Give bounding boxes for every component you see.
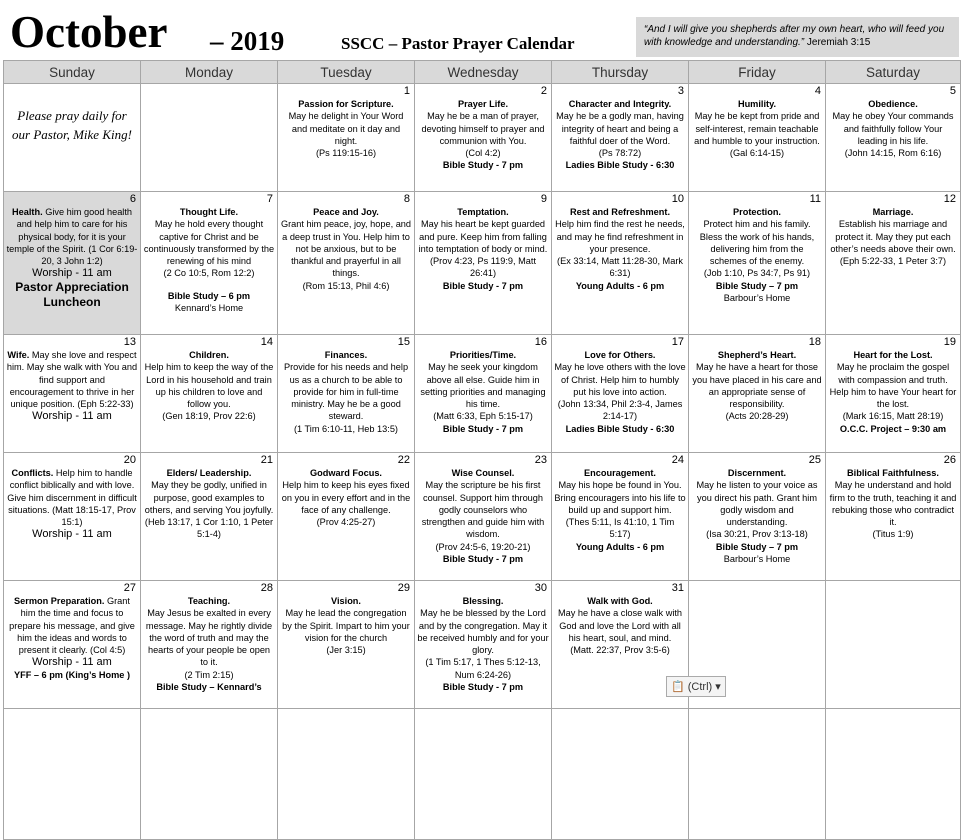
scripture-ref: (Col 4:5)	[90, 645, 126, 656]
prayer-topic: Heart for the Lost.	[853, 350, 933, 360]
prayer-text: May his hope be found in You. Bring encouragers into his life to build up and support him.	[554, 480, 686, 515]
event-text: Bible Study - 7 pm	[442, 554, 524, 565]
prayer-text: May he lead the congregation by the Spirit. Impart to him your vision for the church	[282, 608, 410, 643]
day-cell-17	[552, 335, 689, 453]
day-number: 24	[671, 454, 684, 466]
prayer-topic: Finances.	[324, 350, 368, 360]
day-content	[826, 84, 960, 159]
prayer-topic: Love for Others.	[584, 350, 656, 360]
prayer-text: Establish his marriage and protect it. May they put each other’s needs above their own.	[830, 219, 956, 254]
scripture-ref: (2 Tim 2:15)	[184, 669, 234, 680]
weekday-sunday: Sunday	[4, 61, 141, 84]
day-content	[826, 453, 960, 541]
day-number: 22	[397, 454, 410, 466]
day-cell-18	[689, 335, 826, 453]
prayer-topic: Elders/ Leadership.	[166, 468, 252, 478]
scripture-ref: (Thes 5:11, Is 41:10, 1 Tim 5:17)	[565, 517, 675, 540]
weekday-friday: Friday	[689, 61, 826, 84]
scripture-ref: (1 Cor 6:19-20, 3 John 1:2)	[41, 243, 138, 267]
prayer-text: May he love others with the love of Christ. Help him to humbly put his love into action.	[554, 362, 686, 397]
scripture-ref: (John 14:15, Rom 6:16)	[844, 148, 942, 159]
scripture-ref: (Job 1:10, Ps 34:7, Ps 91)	[703, 268, 811, 279]
day-content	[552, 192, 688, 292]
worship-time: Worship - 11 am	[32, 410, 112, 423]
week-row	[4, 192, 961, 335]
prayer-topic: Biblical Faithfulness.	[847, 468, 939, 478]
day-cell-2	[415, 84, 552, 192]
year-title: – 2019	[210, 26, 285, 56]
prayer-topic: Peace and Joy.	[313, 207, 379, 217]
prayer-topic: Shepherd’s Heart.	[717, 350, 797, 360]
day-content	[826, 335, 960, 435]
day-number: 10	[671, 193, 684, 205]
prayer-topic: Character and Integrity.	[568, 99, 672, 109]
event-location: Kennard’s Home	[174, 303, 244, 314]
prayer-topic: Thought Life.	[179, 207, 239, 217]
quote-text: “And I will give you shepherds after my own heart, who will feed you with knowledge and understanding.”	[644, 24, 945, 48]
prayer-text: Grant him the time and focus to prepare his message, and give him the ideas and words to present it clearly.	[9, 596, 135, 656]
day-cell-30	[415, 581, 552, 709]
day-cell-5	[826, 84, 961, 192]
event-text: Ladies Bible Study - 6:30	[565, 160, 675, 171]
day-content	[4, 192, 140, 310]
day-content	[689, 192, 825, 304]
prayer-topic: Humility.	[737, 99, 777, 109]
day-number: 13	[123, 336, 136, 348]
day-number: 30	[534, 582, 547, 594]
prayer-topic: Rest and Refreshment.	[569, 207, 671, 217]
prayer-topic: Blessing.	[462, 596, 504, 606]
prayer-topic: Marriage.	[872, 207, 914, 217]
day-cell-12	[826, 192, 961, 335]
scripture-ref: (Eph 5:22-33, 1 Peter 3:7)	[839, 256, 947, 267]
prayer-text: May he have a heart for those you have placed in his care and an appropriate sense of responsibility.	[692, 362, 822, 410]
scripture-ref: (2 Co 10:5, Rom 12:2)	[163, 268, 255, 279]
event-text: YFF – 6 pm (King’s Home )	[13, 669, 131, 680]
day-cell-4	[689, 84, 826, 192]
day-cell-11	[689, 192, 826, 335]
prayer-topic: Teaching.	[187, 596, 231, 606]
pray-note: Please pray daily for our Pastor, Mike King!	[12, 108, 132, 142]
week-row	[4, 581, 961, 709]
scripture-ref: (Jer 3:15)	[326, 645, 366, 656]
prayer-text: May he delight in Your Word and meditate on it day and night.	[288, 111, 404, 146]
day-number: 29	[397, 582, 410, 594]
empty-cell	[415, 709, 552, 840]
event-text: Bible Study - 7 pm	[442, 682, 524, 693]
day-content	[278, 335, 414, 435]
weekday-wednesday: Wednesday	[415, 61, 552, 84]
day-cell-9	[415, 192, 552, 335]
day-content	[415, 84, 551, 172]
scripture-ref: (Col 4:2)	[465, 148, 501, 159]
day-number: 14	[260, 336, 273, 348]
empty-cell	[826, 709, 961, 840]
day-number: 11	[809, 193, 821, 205]
empty-cell	[141, 84, 278, 192]
day-cell-26	[826, 453, 961, 581]
day-cell-28	[141, 581, 278, 709]
day-cell-21	[141, 453, 278, 581]
day-cell-13	[4, 335, 141, 453]
event-location: Barbour’s Home	[723, 293, 791, 304]
prayer-topic: Conflicts.	[11, 468, 54, 478]
day-number: 3	[677, 85, 684, 97]
day-number: 7	[266, 193, 273, 205]
day-cell-29	[278, 581, 415, 709]
day-content	[552, 84, 688, 172]
day-content	[415, 581, 551, 693]
day-cell-3	[552, 84, 689, 192]
event-text: Bible Study - 7 pm	[442, 423, 524, 434]
day-cell-27	[4, 581, 141, 709]
empty-cell	[689, 709, 826, 840]
day-content	[141, 453, 277, 541]
prayer-text: May he proclaim the gospel with compassion and truth. Help him to have Your heart for the lost.	[829, 362, 957, 410]
scripture-ref: (Titus 1:9)	[872, 529, 914, 540]
prayer-text: Grant him peace, joy, hope, and a deep trust in You. Help him to not be anxious, but to be thankful and prayerful in all things.	[280, 219, 412, 279]
day-content	[278, 84, 414, 159]
day-content	[4, 335, 140, 423]
day-number: 18	[808, 336, 821, 348]
day-number: 15	[397, 336, 410, 348]
day-number: 19	[943, 336, 956, 348]
prayer-text: May he be blessed by the Lord and by the congregation. May it be received humbly and for your glory.	[417, 608, 549, 656]
event-text: Young Adults - 6 pm	[575, 541, 665, 552]
worship-time: Worship - 11 am	[32, 267, 112, 280]
month-title: October	[10, 7, 168, 57]
day-cell-25	[689, 453, 826, 581]
day-number: 1	[403, 85, 410, 97]
empty-cell	[4, 709, 141, 840]
day-cell-20	[4, 453, 141, 581]
paste-options-button[interactable]: 📋 (Ctrl) ▾	[666, 676, 726, 697]
day-number: 6	[129, 193, 136, 205]
day-number: 25	[808, 454, 821, 466]
day-number: 26	[943, 454, 956, 466]
day-number: 12	[943, 193, 956, 205]
day-content	[552, 581, 688, 656]
day-number: 31	[671, 582, 684, 594]
prayer-topic: Wife.	[7, 350, 30, 360]
prayer-topic: Vision.	[331, 596, 361, 606]
clipboard-icon: 📋	[671, 681, 685, 693]
day-number: 2	[540, 85, 547, 97]
event-text: Bible Study - 7 pm	[442, 160, 524, 171]
weekday-monday: Monday	[141, 61, 278, 84]
day-content	[4, 581, 140, 681]
scripture-ref: (John 13:34, Phil 2:3-4, James 2:14-17)	[557, 399, 683, 422]
prayer-topic: Godward Focus.	[310, 468, 382, 478]
event-text: O.C.C. Project – 9:30 am	[839, 423, 947, 434]
quote-reference: Jeremiah 3:15	[806, 37, 871, 48]
empty-cell	[278, 709, 415, 840]
prayer-text: Protect him and his family. Bless the work of his hands, delivering him from the schemes of the enemy.	[699, 219, 815, 267]
day-content	[141, 581, 277, 693]
week-row	[4, 84, 961, 192]
day-cell-24	[552, 453, 689, 581]
prayer-text: Give him good health and help him to care for his physical body, for it is your temple of the Spirit.	[6, 207, 133, 254]
prayer-text: May he be a godly man, having integrity of heart and being a faithful doer of the Word.	[556, 111, 684, 146]
prayer-text: May Jesus be exalted in every message. May he rightly divide the word of truth and may the hearts of your people be open to it.	[145, 608, 273, 668]
prayer-text: May he understand and hold firm to the truth, teaching it and rebuking those who contradict it.	[829, 480, 957, 528]
prayer-topic: Protection.	[733, 207, 781, 217]
prayer-topic: Wise Counsel.	[451, 468, 515, 478]
event-text: Pastor Appreciation Luncheon	[15, 279, 129, 309]
prayer-text: May the scripture be his first counsel. Support him through godly counselors who strengthen and guide him with wisdom.	[421, 480, 545, 540]
weekday-thursday: Thursday	[552, 61, 689, 84]
scripture-ref: (Mark 16:15, Matt 28:19)	[842, 411, 944, 422]
day-content	[278, 581, 414, 656]
event-text: Bible Study – Kennard’s	[156, 682, 262, 693]
day-cell-6	[4, 192, 141, 335]
day-cell-16	[415, 335, 552, 453]
prayer-text: Help him to keep his eyes fixed on you in every effort and in the face of any challenge.	[281, 480, 411, 515]
scripture-ref: (Gal 6:14-15)	[729, 148, 785, 159]
prayer-text: May they be godly, unified in purpose, good examples to others, and serving You joyfully.	[144, 480, 274, 515]
prayer-text: May he obey Your commands and faithfully follow Your leading in his life.	[832, 111, 954, 146]
day-cell-10	[552, 192, 689, 335]
scripture-ref: (1 Tim 6:10-11, Heb 13:5)	[293, 423, 398, 434]
day-content	[552, 453, 688, 553]
prayer-topic: Priorities/Time.	[449, 350, 517, 360]
scripture-ref: (Eph 5:22-33)	[77, 399, 134, 410]
day-number: 9	[540, 193, 547, 205]
prayer-text: May he have a close walk with God and love the Lord with all his heart, soul, and mind.	[557, 608, 683, 643]
prayer-text: May he be a man of prayer, devoting himself to prayer and communion with You.	[421, 111, 545, 146]
calendar-header	[0, 0, 964, 60]
prayer-topic: Encouragement.	[584, 468, 656, 478]
week-row	[4, 335, 961, 453]
event-text: Bible Study - 7 pm	[442, 280, 524, 291]
prayer-topic: Temptation.	[457, 207, 509, 217]
day-number: 4	[814, 85, 821, 97]
day-number: 20	[123, 454, 136, 466]
day-cell-8	[278, 192, 415, 335]
day-cell-15	[278, 335, 415, 453]
scripture-ref: (Prov 24:5-6, 19:20-21)	[435, 541, 531, 552]
empty-cell	[552, 709, 689, 840]
worship-time: Worship - 11 am	[32, 528, 112, 541]
day-content	[415, 453, 551, 565]
day-number: 16	[534, 336, 547, 348]
weekday-tuesday: Tuesday	[278, 61, 415, 84]
week-row	[4, 709, 961, 840]
day-number: 21	[260, 454, 273, 466]
prayer-text: May he listen to your voice as you direct his path. Grant him godly wisdom and understanding.	[696, 480, 818, 528]
day-content	[415, 192, 551, 292]
event-text: Ladies Bible Study - 6:30	[565, 423, 675, 434]
day-content	[689, 335, 825, 423]
scripture-ref: (Acts 20:28-29)	[725, 411, 789, 422]
prayer-topic: Health.	[11, 207, 43, 217]
event-location: Barbour’s Home	[723, 554, 791, 565]
day-content	[278, 192, 414, 292]
scripture-ref: (Ps 119:15-16)	[315, 148, 377, 159]
scripture-ref: (Ps 78:72)	[598, 148, 642, 159]
prayer-topic: Prayer Life.	[457, 99, 509, 109]
prayer-text: May he hold every thought captive for Christ and be continuously transformed by the renewing of his mind	[143, 219, 275, 267]
scripture-ref: (Rom 15:13, Phil 4:6)	[302, 280, 390, 291]
day-cell-23	[415, 453, 552, 581]
week-row	[4, 453, 961, 581]
day-number: 8	[403, 193, 410, 205]
worship-time: Worship - 11 am	[32, 656, 112, 669]
calendar-title: SSCC – Pastor Prayer Calendar	[341, 34, 575, 53]
day-number: 27	[123, 582, 136, 594]
scripture-ref: (1 Tim 5:17, 1 Thes 5:12-13, Num 6:24-26)	[425, 657, 541, 680]
event-text: Young Adults - 6 pm	[575, 280, 665, 291]
day-cell-22	[278, 453, 415, 581]
day-cell-14	[141, 335, 278, 453]
day-cell-7	[141, 192, 278, 335]
prayer-topic: Obedience.	[868, 99, 918, 109]
scripture-ref: (Ex 33:14, Matt 11:28-30, Mark 6:31)	[557, 256, 683, 279]
prayer-topic: Discernment.	[727, 468, 787, 478]
scripture-ref: (Matt. 22:37, Prov 3:5-6)	[570, 645, 670, 656]
day-content	[552, 335, 688, 435]
day-content	[4, 453, 140, 541]
empty-cell	[826, 581, 961, 709]
day-content	[689, 84, 825, 159]
day-cell-19	[826, 335, 961, 453]
scripture-ref: (Matt 6:33, Eph 5:15-17)	[433, 411, 533, 422]
day-content	[689, 453, 825, 565]
scripture-ref: (Prov 4:25-27)	[316, 517, 376, 528]
paste-options-label: (Ctrl)	[687, 681, 713, 693]
prayer-topic: Passion for Scripture.	[298, 99, 394, 109]
pray-note-cell	[4, 84, 141, 192]
empty-cell	[141, 709, 278, 840]
prayer-text: Provide for his needs and help us as a church to be able to provide for him in full-time ministry. May he be a good steward.	[283, 362, 409, 422]
prayer-topic: Walk with God.	[587, 596, 653, 606]
weekday-header-row	[4, 61, 961, 84]
scripture-ref: (Matt 18:15-17, Prov 15:1)	[52, 504, 136, 528]
day-content	[415, 335, 551, 435]
calendar-grid	[3, 60, 961, 840]
prayer-topic: Children.	[189, 350, 229, 360]
scripture-ref: (Prov 4:23, Ps 119:9, Matt 26:41)	[429, 256, 537, 279]
day-content	[141, 192, 277, 314]
prayer-text: May he seek your kingdom above all else. Guide him in setting priorities and managing his time.	[420, 362, 546, 410]
prayer-text: May she love and respect him. May she walk with You and find support and encouragement to thrive in her unique position.	[6, 350, 138, 410]
scripture-ref: (Gen 18:19, Prov 22:6)	[162, 411, 256, 422]
scripture-ref: (Heb 13:17, 1 Cor 1:10, 1 Peter 5:1-4)	[144, 517, 274, 540]
prayer-text: Help him to keep the way of the Lord in his household and train up his children to love and follow you.	[144, 362, 274, 410]
scripture-quote	[636, 17, 959, 57]
prayer-text: May his heart be kept guarded and pure. Keep him from falling into temptation of body or mind.	[418, 219, 548, 254]
event-text: Bible Study – 7 pm	[715, 541, 799, 552]
event-text: Bible Study – 7 pm	[715, 280, 799, 291]
prayer-text: May he be kept from pride and self-interest, remain teachable and humble to your instruction.	[694, 111, 820, 146]
prayer-text: Help him find the rest he needs, and may he find refreshment in your presence.	[555, 219, 685, 254]
scripture-ref: (Isa 30:21, Prov 3:13-18)	[706, 529, 808, 540]
prayer-topic: Sermon Preparation.	[14, 596, 105, 606]
event-text: Bible Study – 6 pm	[167, 290, 251, 301]
weekday-saturday: Saturday	[826, 61, 961, 84]
day-number: 28	[260, 582, 273, 594]
day-number: 5	[949, 85, 956, 97]
day-number: 23	[534, 454, 547, 466]
day-content	[278, 453, 414, 528]
day-cell-1	[278, 84, 415, 192]
day-content	[141, 335, 277, 423]
day-number: 17	[671, 336, 684, 348]
day-content	[826, 192, 960, 267]
prayer-text: Help him to handle conflict biblically and with love. Give him discernment in difficult situations.	[7, 468, 137, 515]
